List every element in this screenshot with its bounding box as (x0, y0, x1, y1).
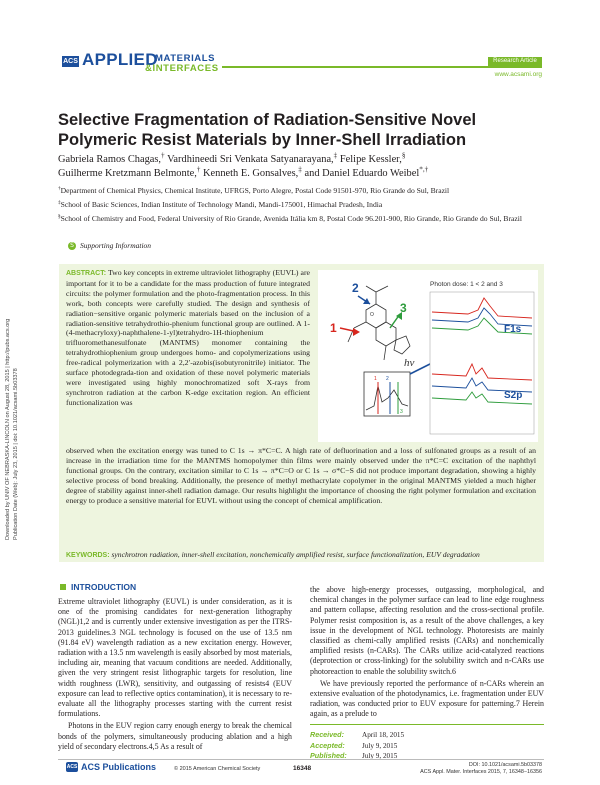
footer-rule (58, 759, 544, 760)
abstract-label: ABSTRACT: (66, 270, 107, 277)
author[interactable]: and Daniel Eduardo Weibel*,† (304, 165, 429, 179)
page-number: 16348 (293, 765, 312, 772)
affiliation: ‡School of Basic Sciences, Indian Institute of Technology Mandi, Mandi-175001, Himachal Pradesh, India (58, 199, 383, 209)
paragraph: Extreme ultraviolet lithography (EUVL) is under consideration, as it is one of the promising candidates for next-generation lithography (NGL)1,2 and is currently under extensive investigation as per the ITRS-2013 guidelines.3 NGL technology is focused on the use of 13.5 nm (91.84 eV) wavelength radiation as a new excitation energy. However, radiation with a 13.5 nm wavelength is easily absorbed by most materials, including air, meaning that vacuum conditions are needed. Additionally, given the very stringent resist lithographic targets for resolution, line width roughness (LWR), sensitivity, and outgassing of resists4 (EUV exposure can lead to reflective optics contamination), it is necessary to re-evaluate all the lithography processes starting with the current resist formulations. (58, 597, 292, 719)
paragraph: the above high-energy processes, outgassing, morphological, and chemical changes in the polymer surface can lead to line edge roughness and pattern collapse, affecting resolution and the cross-sectional profile. Polymer resist composition is, as a result of the above challenges, a key issue in the development of NGL technology. Photoresists are mainly classified as chemi-cally amplified resists (CARs) and nonchemically amplified resists (n-CARs). The CARs utilize acid-catalyzed reactions (deprotection or cross-linking) for the solubility switch and n-CARs use photoreaction to enable the solubility switch.6 (310, 585, 544, 676)
date-accepted: Accepted: July 9, 2015 (310, 740, 398, 750)
section-square-icon (60, 584, 66, 590)
author-list (58, 153, 543, 181)
download-watermark (2, 210, 22, 540)
abstract-body-top: Two key concepts in extreme ultraviolet lithography (EUVL) are important for it to be a candidate for the mass production of future integrated circuits: the polymer formulation and the photo-fragmentation process. In this work, both concepts were carefully studied. The design and synthesis of radiation−sensitive organic polymeric materials based on the inclusion of a radiation-sensitive tetrahydrothio-phenium functional group are outlined. A 1-(4-methacryloxy)-naphthalene-1-yl)tetrahydro-1H-thiophenium trifluoromethanesulfonate (MANTMS) monomer containing the tetrahydrothiophenium group undergoes homo- and copolymerizations using free-radical polymerization with a 2,2′-azobis(isobutyronitrile) initiator. The surface photodegrada-tion and oxidation of these novel polymeric materials were investigated using highly monochromatized soft X-rays from synchrotron radiation at the carbon K-edge excitation region. An efficient functionalization was (66, 268, 310, 407)
doi-link[interactable]: DOI: 10.1021/acsami.5b03378 (468, 762, 542, 768)
spectra-panel (430, 292, 534, 434)
affiliation: §School of Chemistry and Food, Federal University of Rio Grande, Avenida Itália km 8, Postal Code 96.201-900, Rio Grande, Rio Grande do Sul, Brazil (58, 213, 522, 223)
arrow-label-2: 2 (352, 281, 359, 295)
watermark-line-1: Downloaded by UNIV OF NEBRASKA-LINCOLN on August 28, 2015 | http://pubs.acs.org (5, 318, 11, 540)
publication-dates (310, 724, 544, 762)
author[interactable]: Felipe Kessler,§ (339, 151, 406, 165)
journal-logo-applied: APPLIED (82, 50, 158, 69)
body-column-right (310, 585, 544, 722)
journal-url-link[interactable]: www.acsami.org (494, 71, 542, 78)
affiliations (58, 186, 546, 227)
atom-label-o: O (370, 312, 374, 318)
affiliation: †Department of Chemical Physics, Chemical Institute, UFRGS, Porto Alegre, Postal Code 91501-970, Rio Grande do Sul, Brazil (58, 185, 450, 195)
author[interactable]: Guilherme Kretzmann Belmonte,† (58, 165, 201, 179)
hv-label: hν (404, 357, 415, 369)
author[interactable]: Kenneth E. Gonsalves,‡ (203, 165, 302, 179)
arrow-label-1: 1 (330, 321, 337, 335)
section-heading-introduction (60, 582, 136, 592)
doi-citation (420, 762, 542, 776)
paragraph: Photons in the EUV region carry enough energy to break the chemical bonds of the polymers, simultaneously producing ablation and a high yield of secondary electrons.4,5 As a result of (58, 721, 292, 751)
section-title: INTRODUCTION (71, 582, 137, 592)
journal-logo-interfaces: &INTERFACES (145, 63, 219, 74)
keywords-label: KEYWORDS: (66, 552, 110, 559)
abstract-text-bottom: observed when the excitation energy was tuned to C 1s → π*C=C. A high rate of defluorination and a loss of sulfonated groups as a result of an increase in the irradiation time for the MANTMS homopolymer thin films were mainly observed under the π*C=C excitation of the naphthyl functional groups. On the contrary, excitation similar to C 1s → π*C=O or C 1s → σ*C−S did not produce important degradation, showing a highly selective process of bond breaking. Additionally, the presence of methyl methacrylate copolymer in the original MANTMS yielded a much higher degree of stability against inner-shell radiation damage. Our results highlight the importance of choosing the right polymer formulation and excitation energy to produce a sensitive material for EUVL without using the concept of chemical amplification. (66, 446, 536, 505)
paragraph: We have previously reported the performance of n-CARs wherein an extensive evaluation of the photodynamics, i.e. fragmentation under EUV radiation, was conducted prior to EUV exposure for patterning.7 Herein again, as a prelude to (310, 678, 544, 719)
author[interactable]: Vardhineedi Sri Venkata Satyanarayana,‡ (167, 151, 338, 165)
body-column-left (58, 597, 292, 754)
inset-label-2: 2 (386, 376, 389, 382)
article-title: Selective Fragmentation of Radiation-Sensitive Novel Polymeric Resist Materials by Inner-Shell Irradiation (58, 111, 477, 149)
author[interactable]: Gabriela Ramos Chagas,† (58, 151, 165, 165)
inset-label-3: 3 (400, 409, 403, 415)
keywords (66, 550, 542, 561)
article-type-badge: Research Article (488, 57, 542, 66)
copyright: © 2015 American Chemical Society (174, 766, 261, 772)
keywords-list: synchrotron radiation, inner-shell excitation, nonchemically amplified resist, surface functionalization, EUV degradation (111, 550, 480, 559)
f1s-label: F1s (504, 324, 522, 335)
citation-line: ACS Appl. Mater. Interfaces 2015, 7, 16348−16356 (420, 769, 542, 775)
molecule-structure (348, 286, 410, 360)
watermark-line-2: Publication Date (Web): July 23, 2015 | doi: 10.1021/acsami.5b03378 (12, 368, 19, 540)
acs-logo-mark: ACS (63, 58, 78, 65)
date-published: Published: July 9, 2015 (310, 751, 398, 760)
journal-logo-materials: MATERIALS (155, 53, 216, 64)
publisher-logo (66, 762, 156, 772)
supporting-info-icon: S (68, 242, 76, 250)
publisher-name: ACS Publications (81, 762, 157, 772)
photon-dose-legend: Photon dose: 1 < 2 and 3 (430, 281, 503, 288)
inset-label-1: 1 (374, 376, 377, 382)
header-rule (222, 66, 542, 68)
arrow-label-3: 3 (400, 301, 407, 315)
supporting-info-link[interactable] (68, 241, 151, 250)
acs-publications-mark: ACS (66, 764, 78, 770)
supporting-info-label: Supporting Information (80, 241, 152, 250)
toc-figure (318, 270, 538, 442)
toc-graphic (318, 270, 538, 442)
abstract-text-top (66, 268, 310, 408)
date-received: Received: April 18, 2015 (310, 730, 405, 739)
s2p-label: S2p (504, 390, 523, 401)
